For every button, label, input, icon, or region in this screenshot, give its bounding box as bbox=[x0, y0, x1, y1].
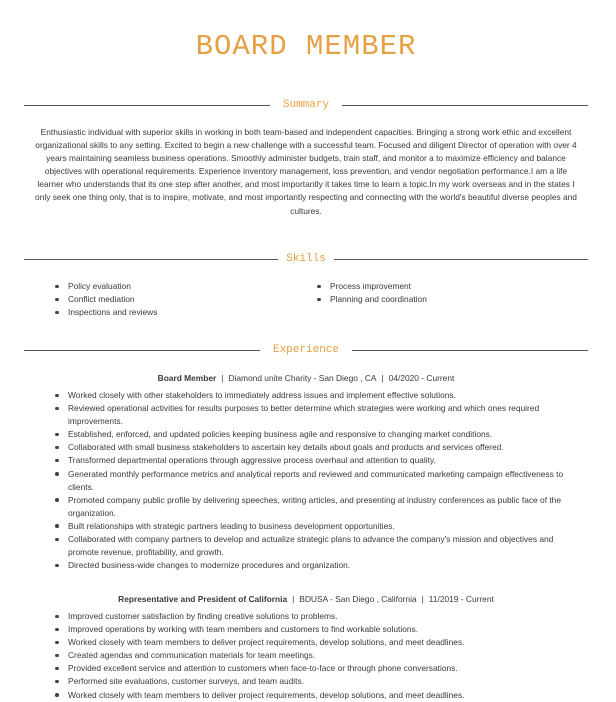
skill-item: Policy evaluation bbox=[68, 280, 298, 293]
list-item: Built relationships with strategic partners leading to business development opportunities. bbox=[68, 520, 568, 533]
list-item: Collaborated with small business stakeholders to ascertain key details about goals and products and services offered. bbox=[68, 441, 568, 454]
list-item: Reviewed operational activities for results purposes to better determine which strategies were working and which ones required improvements. bbox=[68, 402, 568, 428]
separator: | bbox=[421, 594, 424, 604]
skill-item: Planning and coordination bbox=[330, 293, 560, 306]
list-item: Directed business-wide changes to modernize procedures and organization. bbox=[68, 559, 568, 572]
skill-item: Inspections and reviews bbox=[68, 306, 298, 319]
list-item: Transformed departmental operations through aggressive process overhaul and attention to quality. bbox=[68, 454, 568, 467]
job-bullets bbox=[68, 389, 568, 572]
summary-section-header bbox=[24, 98, 588, 112]
job-dates: 04/2020 - Current bbox=[388, 373, 455, 383]
divider-right bbox=[334, 259, 588, 260]
list-item: Promoted company public profile by delivering speeches, writing articles, and presenting at industry conferences as public face of the organization. bbox=[68, 494, 568, 520]
job-bullets bbox=[68, 610, 568, 702]
skills-list-right bbox=[330, 280, 560, 306]
experience-section-header bbox=[24, 343, 588, 357]
job-title: Board Member bbox=[157, 373, 217, 383]
list-item: Generated monthly performance metrics and analytical reports and reviewed and communicated marketing campaign effectiveness to clients. bbox=[68, 468, 568, 494]
skills-section-header bbox=[24, 252, 588, 266]
list-item: Worked closely with other stakeholders to immediately address issues and implement effective solutions. bbox=[68, 389, 568, 402]
list-item: Worked closely with team members to deliver project requirements, develop solutions, and meet deadlines. bbox=[68, 689, 568, 702]
list-item: Performed site evaluations, customer surveys, and team audits. bbox=[68, 675, 568, 688]
separator: | bbox=[221, 373, 224, 383]
job-company: BDUSA - San Diego , California bbox=[299, 594, 417, 604]
list-item: Worked closely with team members to deliver project requirements, develop solutions, and meet deadlines. bbox=[68, 636, 568, 649]
job-title: Representative and President of California bbox=[118, 594, 288, 604]
separator: | bbox=[292, 594, 295, 604]
list-item: Provided excellent service and attention to customers when face-to-face or through phone conversations. bbox=[68, 662, 568, 675]
skill-item: Process improvement bbox=[330, 280, 560, 293]
page-title: BOARD MEMBER bbox=[195, 30, 417, 63]
skills-list-left bbox=[68, 280, 298, 320]
skills-heading: Skills bbox=[286, 253, 326, 265]
list-item: Improved customer satisfaction by finding creative solutions to problems. bbox=[68, 610, 568, 623]
summary-heading: Summary bbox=[282, 99, 330, 111]
job-company: Diamond unite Charity - San Diego , CA bbox=[228, 373, 377, 383]
list-item: Improved operations by working with team members and customers to find workable solutions. bbox=[68, 623, 568, 636]
experience-heading: Experience bbox=[272, 344, 339, 356]
list-item: Created agendas and communication materials for team meetings. bbox=[68, 649, 568, 662]
list-item: Collaborated with company partners to develop and actualize strategic plans to advance the company's mission and objectives and promote revenue, profitability, and growth. bbox=[68, 533, 568, 559]
divider-right bbox=[342, 105, 588, 106]
divider-right bbox=[352, 350, 588, 351]
job-header bbox=[0, 372, 612, 384]
skill-item: Conflict mediation bbox=[68, 293, 298, 306]
job-dates: 11/2019 - Current bbox=[428, 594, 494, 604]
job-header bbox=[0, 593, 612, 605]
separator: | bbox=[381, 373, 384, 383]
list-item: Established, enforced, and updated policies keeping business agile and responsive to changing market conditions. bbox=[68, 428, 568, 441]
summary-text: Enthusiastic individual with superior skills in working in both team-based and independent capacities. Bringing a strong work ethic and excellent organizational skills to any setting. Excited to begin a new challenge with a successful team. Focused and diligent Director of operation with over 4 years maintaining seamless business operations. Smoothly administer budgets, train staff, and monitor a to maximize efficiency and balance objectives with operational requirements. Experience inventory management, loss prevention, and vendor negotiation performance.I am a life learner who understands that its one step after another, and most importantly it takes time to learn a topic.In my work overseas and in the states I only seek one thing only, that is to inspire, motivate, and most importantly respecting and connecting with the world's beautiful diverse peoples and cultures. bbox=[35, 127, 577, 216]
